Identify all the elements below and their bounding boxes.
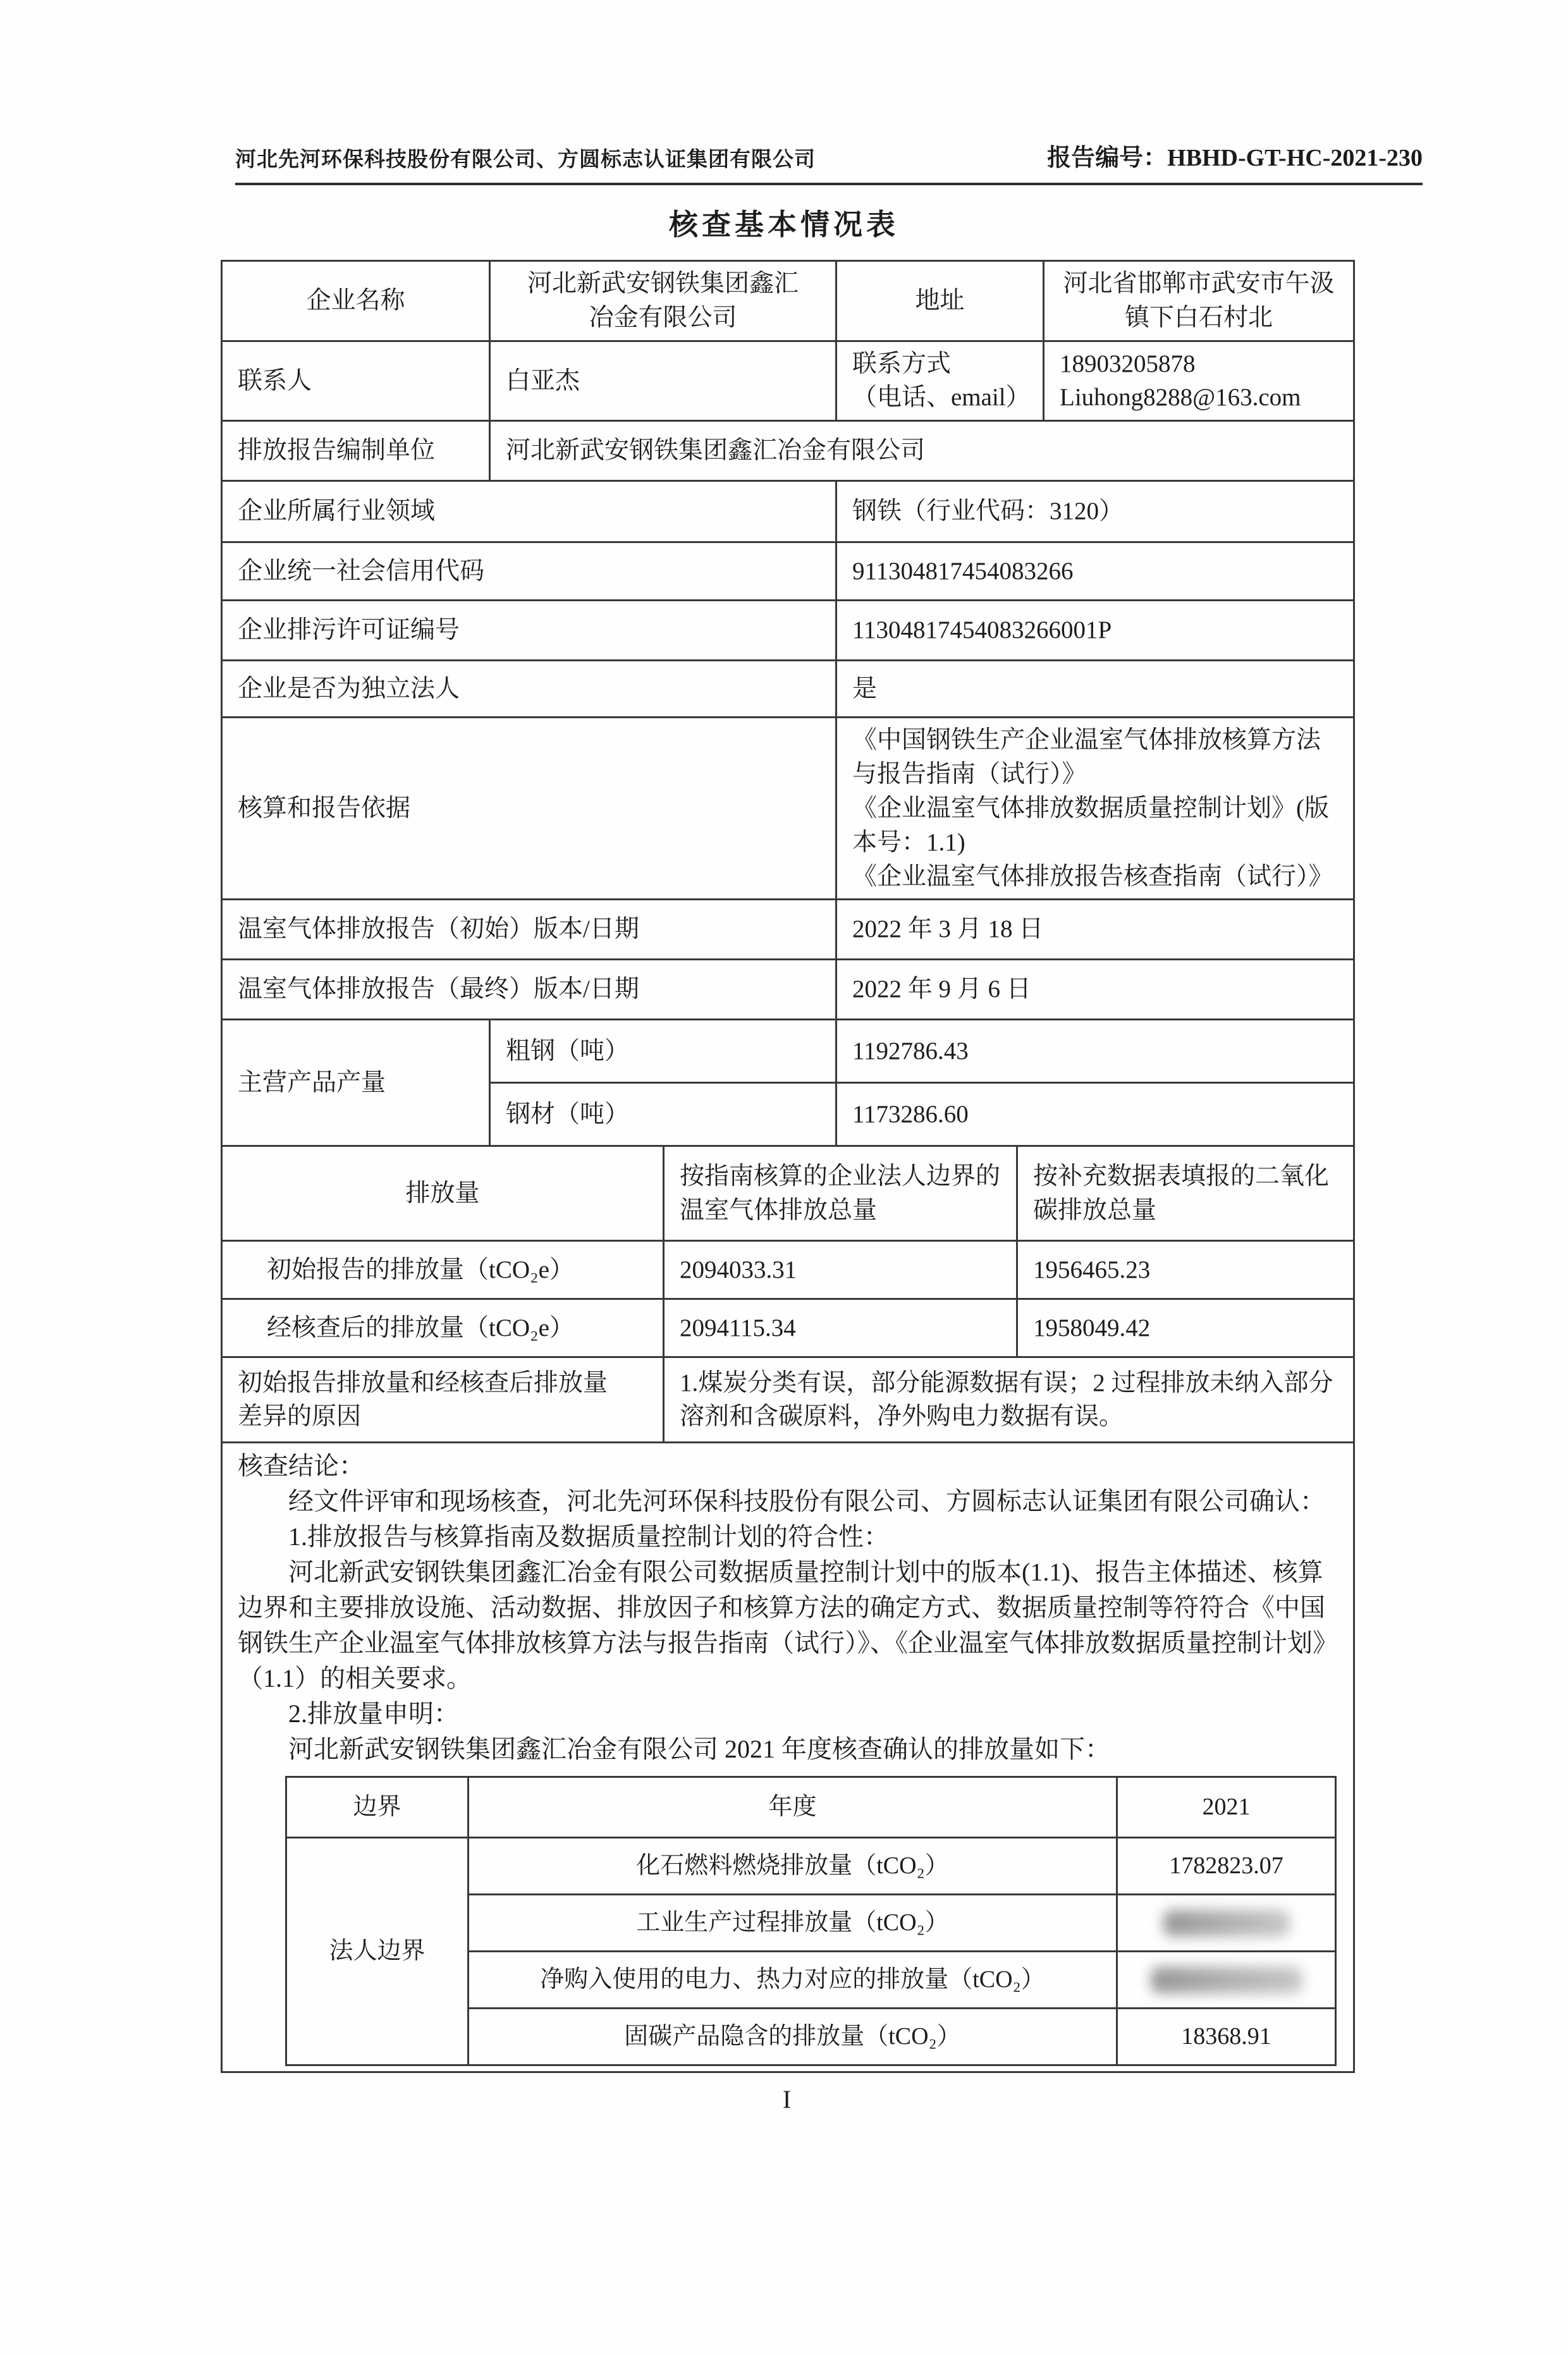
initial-emission-label: 初始报告的排放量（tCO₂e） [222, 1241, 664, 1299]
emission-row-label: 固碳产品隐含的排放量（tCO₂） [469, 2009, 1117, 2065]
basis-label: 核算和报告依据 [222, 718, 836, 900]
independent-value: 是 [836, 661, 1354, 718]
product2-value: 1173286.60 [836, 1083, 1354, 1146]
table-row [222, 261, 1354, 341]
verified-emission-v2: 1958049.42 [1017, 1299, 1354, 1357]
table-row [222, 661, 1354, 718]
report-number: 报告编号：HBHD-GT-HC-2021-230 [1047, 145, 1423, 171]
contact-label: 联系人 [222, 341, 490, 421]
initial-report-label: 温室气体排放报告（初始）版本/日期 [222, 900, 836, 960]
verified-emission-label: 经核查后的排放量（tCO₂e） [222, 1299, 664, 1357]
permit-label: 企业排污许可证编号 [222, 601, 836, 661]
company-name-value: 河北新武安钢铁集团鑫汇冶金有限公司 [490, 261, 836, 341]
conclusion-item1-title: 1.排放报告与核算指南及数据质量控制计划的符合性： [288, 1522, 889, 1551]
verification-info-table [221, 260, 1355, 2073]
redacted-value-blur [1151, 1967, 1302, 1993]
product1-name: 粗钢（吨） [490, 1020, 836, 1083]
conclusion-cell [222, 1443, 1354, 2072]
emissions-col2-header: 按补充数据表填报的二氧化碳排放总量 [1017, 1146, 1354, 1241]
table-row [222, 481, 1354, 542]
industry-label: 企业所属行业领域 [222, 481, 836, 542]
table-row [222, 900, 1354, 960]
page-number: I [782, 2085, 792, 2114]
table-row [222, 542, 1354, 601]
boundary-header: 边界 [286, 1777, 469, 1838]
header-organizations: 河北先河环保科技股份有限公司、方圆标志认证集团有限公司 [235, 149, 816, 171]
verified-emission-v1: 2094115.34 [664, 1299, 1017, 1357]
product1-value: 1192786.43 [836, 1020, 1354, 1083]
table-row [222, 601, 1354, 661]
initial-emission-v1: 2094033.31 [664, 1241, 1017, 1299]
page-title: 核查基本情况表 [669, 209, 899, 241]
table-row [286, 1838, 1336, 1895]
table-row [222, 341, 1354, 421]
address-label: 地址 [836, 261, 1044, 341]
conclusion-heading: 核查结论： [238, 1452, 364, 1481]
conclusion-item2-title: 2.排放量申明： [288, 1699, 459, 1728]
final-report-label: 温室气体排放报告（最终）版本/日期 [222, 960, 836, 1020]
redacted-value-blur [1163, 1910, 1290, 1936]
report-unit-value: 河北新武安钢铁集团鑫汇冶金有限公司 [490, 421, 1354, 481]
diff-reason-label: 初始报告排放量和经核查后排放量差异的原因 [222, 1357, 664, 1443]
emissions-col1-header: 按指南核算的企业法人边界的温室气体排放总量 [664, 1146, 1017, 1241]
conclusion-row [222, 1443, 1354, 2072]
contact-method-label: 联系方式 （电话、email） [836, 341, 1044, 421]
initial-report-date: 2022 年 3 月 18 日 [836, 900, 1354, 960]
year-header: 年度 [469, 1777, 1117, 1838]
emission-row-value-redacted [1117, 1895, 1336, 1952]
permit-value: 11304817454083266001P [836, 601, 1354, 661]
credit-code-label: 企业统一社会信用代码 [222, 542, 836, 601]
emission-row-value-redacted [1117, 1952, 1336, 2009]
contact-value: 白亚杰 [490, 341, 836, 421]
product2-name: 钢材（吨） [490, 1083, 836, 1146]
table-row [222, 1299, 1354, 1357]
address-value: 河北省邯郸市武安市午汲镇下白石村北 [1044, 261, 1354, 341]
industry-value: 钢铁（行业代码：3120） [836, 481, 1354, 542]
products-label: 主营产品产量 [222, 1020, 490, 1146]
document-header [235, 138, 1423, 185]
table-row [222, 1146, 1354, 1241]
basis-value: 《中国钢铁生产企业温室气体排放核算方法与报告指南（试行）》 《企业温室气体排放数据质量控制计划》(版本号：1.1) 《企业温室气体排放报告核查指南（试行）》 [836, 718, 1354, 900]
table-row [222, 1020, 1354, 1083]
contact-method-value [1044, 341, 1354, 421]
emission-row-value: 1782823.07 [1117, 1838, 1336, 1895]
report-unit-label: 排放报告编制单位 [222, 421, 490, 481]
final-report-date: 2022 年 9 月 6 日 [836, 960, 1354, 1020]
initial-emission-v2: 1956465.23 [1017, 1241, 1354, 1299]
table-row [222, 1357, 1354, 1443]
conclusion-item1-body: 河北新武安钢铁集团鑫汇冶金有限公司数据质量控制计划中的版本(1.1)、报告主体描述、核算边界和主要排放设施、活动数据、排放因子和核算方法的确定方式、数据质量控制等符符合《中国钢铁生产企业温室气体排放核算方法与报告指南（试行）》、《企业温室气体排放数据质量控制计划》（1.1）的相关要求。 [238, 1558, 1338, 1693]
emission-row-label: 净购入使用的电力、热力对应的排放量（tCO₂） [469, 1952, 1117, 2009]
annual-emission-table [285, 1776, 1337, 2066]
independent-label: 企业是否为独立法人 [222, 661, 836, 718]
emission-row-label: 化石燃料燃烧排放量（tCO₂） [469, 1838, 1117, 1895]
table-row [222, 421, 1354, 481]
conclusion-para1: 经文件评审和现场核查，河北先河环保科技股份有限公司、方圆标志认证集团有限公司确认： [288, 1487, 1325, 1516]
table-row [222, 960, 1354, 1020]
email-address: Liuhong8288@163.com [1060, 384, 1301, 412]
table-row [286, 1777, 1336, 1838]
company-name-label: 企业名称 [222, 261, 490, 341]
emission-row-label: 工业生产过程排放量（tCO₂） [469, 1895, 1117, 1952]
credit-code-value: 911304817454083266 [836, 542, 1354, 601]
phone-number: 18903205878 [1060, 350, 1196, 377]
table-row [222, 1241, 1354, 1299]
diff-reason-value: 1.煤炭分类有误，部分能源数据有误；2 过程排放未纳入部分溶剂和含碳原料，净外购电力数据有误。 [664, 1357, 1354, 1443]
year-value-header: 2021 [1117, 1777, 1336, 1838]
conclusion-item2-intro: 河北新武安钢铁集团鑫汇冶金有限公司 2021 年度核查确认的排放量如下： [288, 1735, 1110, 1764]
boundary-label: 法人边界 [286, 1838, 469, 2065]
table-row [222, 718, 1354, 900]
emission-row-value: 18368.91 [1117, 2009, 1336, 2065]
emissions-label: 排放量 [222, 1146, 664, 1241]
